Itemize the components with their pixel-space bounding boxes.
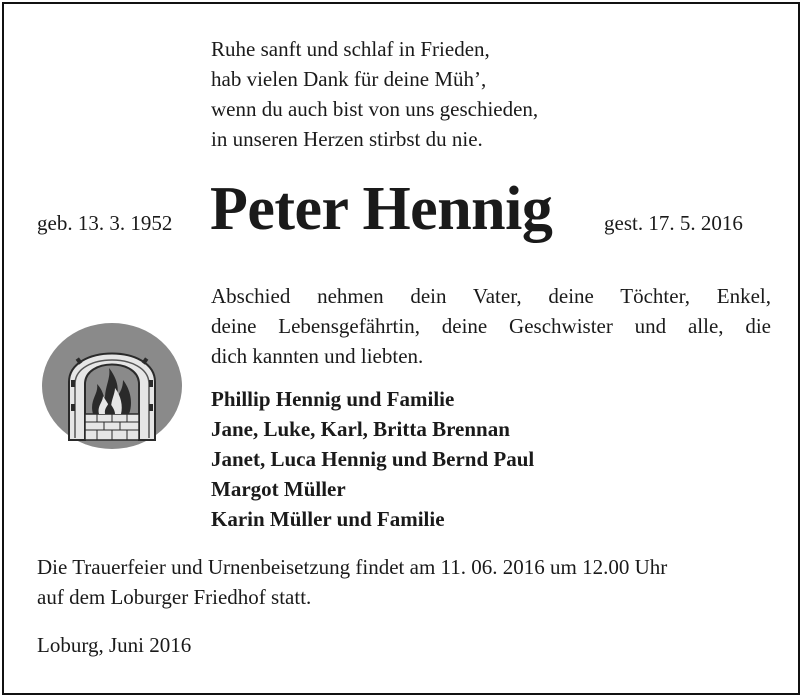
poem-line: in unseren Herzen stirbst du nie. — [211, 127, 483, 151]
horseshoe-fire-icon — [41, 322, 183, 450]
mourning-line: dich kannten und liebten. — [211, 344, 424, 368]
death-date: gest. 17. 5. 2016 — [604, 211, 743, 235]
mourner-entry: Phillip Hennig und Familie — [211, 387, 455, 411]
memorial-poem — [211, 34, 538, 154]
poem-line: hab vielen Dank für deine Müh’, — [211, 67, 487, 91]
poem-line: wenn du auch bist von uns geschieden, — [211, 97, 539, 121]
funeral-notice — [37, 552, 667, 612]
mourner-entry: Janet, Luca Hennig und Bernd Paul — [211, 447, 535, 471]
mourning-line: deine Lebensgefährtin, deine Geschwister und alle, die — [211, 314, 771, 338]
obituary-notice — [2, 2, 800, 695]
mourners-list — [211, 384, 534, 534]
mourning-text — [211, 281, 771, 371]
birth-date: geb. 13. 3. 1952 — [37, 211, 173, 235]
deceased-name: Peter Hennig — [210, 175, 553, 243]
funeral-line: Die Trauerfeier und Urnenbeisetzung findet am 11. 06. 2016 um 12.00 Uhr — [37, 555, 668, 579]
mourning-line: Abschied nehmen dein Vater, deine Töchter, Enkel, — [211, 284, 771, 308]
mourner-entry: Margot Müller — [211, 477, 346, 501]
mourner-entry: Karin Müller und Familie — [211, 507, 445, 531]
place-date: Loburg, Juni 2016 — [37, 633, 192, 657]
mourner-entry: Jane, Luke, Karl, Britta Brennan — [211, 417, 510, 441]
poem-line: Ruhe sanft und schlaf in Frieden, — [211, 37, 490, 61]
funeral-line: auf dem Loburger Friedhof statt. — [37, 585, 312, 609]
